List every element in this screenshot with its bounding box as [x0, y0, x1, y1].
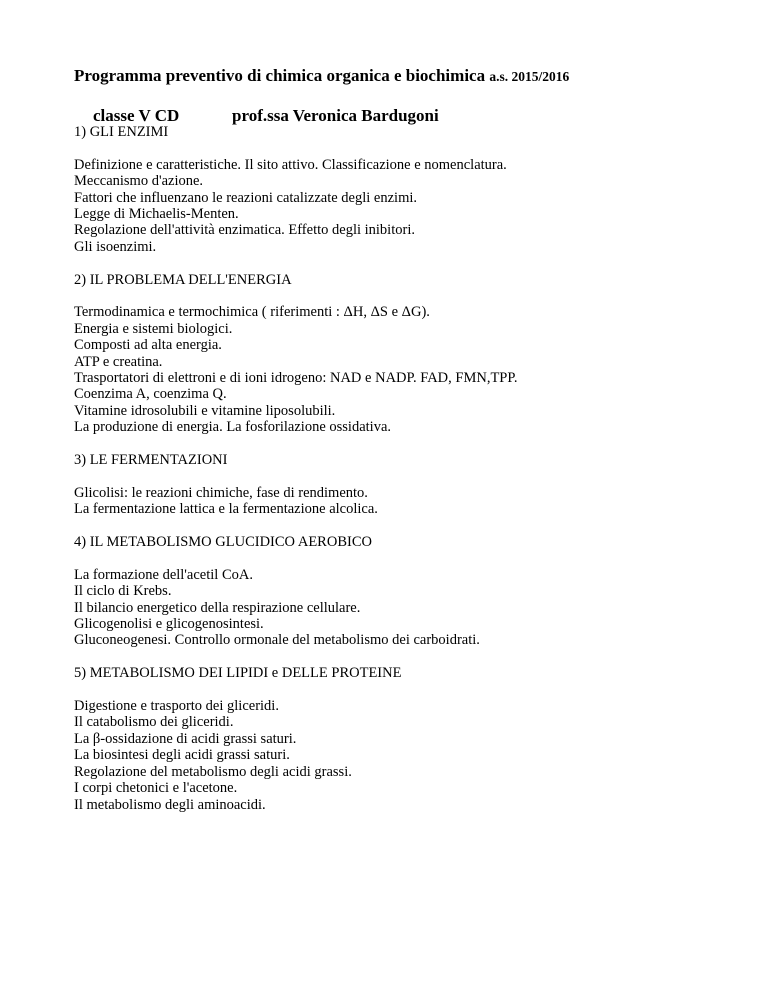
list-item: Energia e sistemi biologici.	[74, 320, 233, 337]
section-items	[74, 698, 517, 813]
list-item: ATP e creatina.	[74, 353, 163, 370]
list-item: Trasportatori di elettroni e di ioni idrogeno: NAD e NADP. FAD, FMN,TPP.	[74, 370, 518, 387]
teacher-name: prof.ssa Veronica Bardugoni	[232, 106, 439, 125]
list-item: Fattori che influenzano le reazioni catalizzate degli enzimi.	[74, 189, 418, 206]
list-item: Definizione e caratteristiche. Il sito attivo. Classificazione e nomenclatura.	[74, 156, 507, 173]
section	[74, 272, 517, 436]
list-item: La fermentazione lattica e la fermentazione alcolica.	[74, 501, 378, 518]
list-item: Glicogenolisi e glicogenosintesi.	[74, 616, 264, 633]
list-item: Regolazione del metabolismo degli acidi grassi.	[74, 763, 352, 780]
list-item: La formazione dell'acetil CoA.	[74, 566, 253, 583]
title-main: Programma preventivo di chimica organica e biochimica	[74, 66, 486, 85]
school-year: a.s. 2015/2016	[489, 69, 570, 84]
list-item: Il bilancio energetico della respirazione cellulare.	[74, 599, 361, 616]
list-item: Meccanismo d'azione.	[74, 173, 204, 190]
list-item: Coenzima A, coenzima Q.	[74, 386, 227, 403]
list-item: Gluconeogenesi. Controllo ormonale del metabolismo dei carboidrati.	[74, 632, 480, 649]
list-item: Il catabolismo dei gliceridi.	[74, 714, 234, 731]
list-item: Digestione e trasporto dei gliceridi.	[74, 698, 279, 715]
section	[74, 452, 517, 518]
section	[74, 124, 517, 255]
list-item: Legge di Michaelis-Menten.	[74, 206, 239, 223]
section-title: 5) METABOLISMO DEI LIPIDI e DELLE PROTEINE	[74, 665, 402, 682]
class-label: classe V CD	[93, 106, 180, 125]
section-title: 2) IL PROBLEMA DELL'ENERGIA	[74, 271, 292, 288]
list-item: Composti ad alta energia.	[74, 337, 222, 354]
section-title: 3) LE FERMENTAZIONI	[74, 452, 228, 469]
section-items	[74, 304, 517, 435]
list-item: Regolazione dell'attività enzimatica. Effetto degli inibitori.	[74, 222, 415, 239]
list-item: La biosintesi degli acidi grassi saturi.	[74, 747, 290, 764]
program-sections	[74, 124, 517, 829]
document-title	[74, 66, 569, 87]
list-item: Termodinamica e termochimica ( riferimenti : ΔH, ΔS e ΔG).	[74, 304, 430, 321]
list-item: Gli isoenzimi.	[74, 238, 157, 255]
section-items	[74, 485, 517, 518]
list-item: Glicolisi: le reazioni chimiche, fase di rendimento.	[74, 484, 368, 501]
list-item: La β-ossidazione di acidi grassi saturi.	[74, 730, 297, 747]
list-item: Il metabolismo degli aminoacidi.	[74, 796, 266, 813]
section-title: 1) GLI ENZIMI	[74, 124, 169, 140]
section-items	[74, 157, 517, 255]
section	[74, 665, 517, 813]
list-item: Il ciclo di Krebs.	[74, 583, 172, 600]
section-items	[74, 567, 517, 649]
list-item: La produzione di energia. La fosforilazione ossidativa.	[74, 419, 392, 436]
section	[74, 534, 517, 649]
list-item: I corpi chetonici e l'acetone.	[74, 780, 238, 797]
list-item: Vitamine idrosolubili e vitamine liposolubili.	[74, 402, 336, 419]
section-title: 4) IL METABOLISMO GLUCIDICO AEROBICO	[74, 534, 372, 551]
